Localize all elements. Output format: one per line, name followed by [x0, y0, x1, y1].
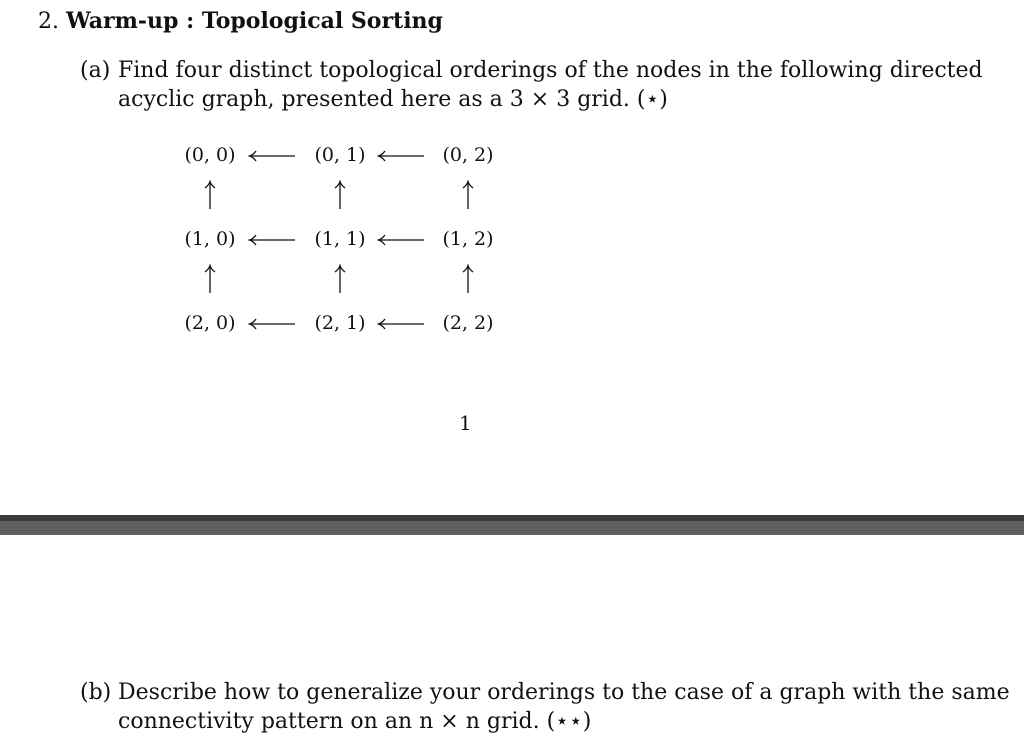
grid-graph: [170, 136, 510, 346]
page-number: 1: [459, 411, 472, 435]
problem-title: Warm-up : Topological Sorting: [66, 8, 443, 34]
node-0-1: (0, 1): [314, 144, 366, 166]
arrow-1-2-to-1-1: [377, 234, 425, 246]
node-2-2: (2, 2): [442, 312, 494, 334]
arrow-1-1-to-1-0: [248, 234, 296, 246]
part-b-line-2: connectivity pattern on an n × n grid. (⋆⋆): [118, 709, 592, 734]
arrow-2-0-to-1-0: [204, 264, 216, 294]
part-b-label: (b): [80, 680, 112, 705]
part-a-line-1: Find four distinct topological orderings of the nodes in the following directed: [118, 58, 983, 83]
node-1-2: (1, 2): [442, 228, 494, 250]
part-a-line-2: acyclic graph, presented here as a 3 × 3 grid. (⋆): [118, 87, 668, 112]
node-2-0: (2, 0): [184, 312, 236, 334]
arrow-2-1-to-1-1: [334, 264, 346, 294]
node-0-2: (0, 2): [442, 144, 494, 166]
arrow-1-2-to-0-2: [462, 180, 474, 210]
node-0-0: (0, 0): [184, 144, 236, 166]
problem-number: 2.: [38, 9, 59, 34]
arrow-2-1-to-2-0: [248, 318, 296, 330]
part-a-label: (a): [80, 58, 111, 83]
node-1-0: (1, 0): [184, 228, 236, 250]
node-2-1: (2, 1): [314, 312, 366, 334]
arrow-0-2-to-0-1: [377, 150, 425, 162]
problem-heading: [38, 8, 443, 34]
arrow-1-0-to-0-0: [204, 180, 216, 210]
page-divider-shadow: [0, 515, 1024, 521]
page-divider: [0, 515, 1024, 535]
arrow-0-1-to-0-0: [248, 150, 296, 162]
arrow-1-1-to-0-1: [334, 180, 346, 210]
node-1-1: (1, 1): [314, 228, 366, 250]
arrow-2-2-to-2-1: [377, 318, 425, 330]
arrow-2-2-to-1-2: [462, 264, 474, 294]
part-b-line-1: Describe how to generalize your orderings to the case of a graph with the same: [118, 680, 1010, 705]
